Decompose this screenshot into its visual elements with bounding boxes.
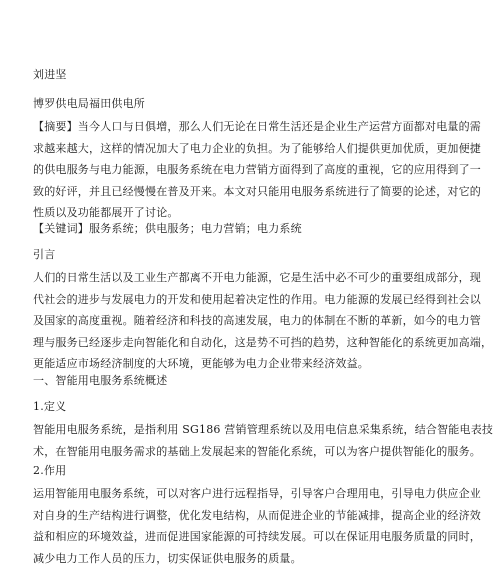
definition-line: 术，在智能用电服务需求的基础上发展起来的智能化系统，可以为客户提供智能化的服务。 xyxy=(33,441,469,463)
definition-line: 智能用电服务系统，是指利用 SG186 营销管理系统以及用电信息采集系统，结合智能电表技 xyxy=(33,419,469,441)
function-line: 减少电力工作人员的压力，切实保证供电服务的质量。 xyxy=(33,548,469,569)
function-line: 益和相应的环境效益，进而促进国家能源的可持续发展。可以在保证用电服务质量的同时， xyxy=(33,526,469,548)
intro-line: 理与服务已经逐步走向智能化和自动化，这是势不可挡的趋势，这种智能化的系统更加高端， xyxy=(33,332,469,354)
intro-paragraph xyxy=(33,267,469,375)
section-heading: 一、智能用电服务系统概述 xyxy=(33,374,167,388)
abstract-line: 【摘要】当今人口与日俱增，那么人们无论在日常生活还是企业生产运营方面都对电量的需 xyxy=(33,116,469,138)
keywords: 【关键词】服务系统；供电服务；电力营销；电力系统 xyxy=(33,222,302,236)
intro-line: 代社会的进步与发展电力的开发和使用起着决定性的作用。电力能源的发展已经得到社会以 xyxy=(33,289,469,311)
definition-paragraph xyxy=(33,419,469,462)
abstract-line: 的供电服务与电力能源，电服务系统在电力营销方面得到了高度的重视，它的应用得到了一 xyxy=(33,159,469,181)
subsection-heading: 2.作用 xyxy=(33,464,66,478)
abstract-line: 性质以及功能都展开了讨论。 xyxy=(33,202,469,224)
abstract-line: 求越来越大，这样的情况加大了电力企业的负担。为了能够给人们提供更加优质，更加便捷 xyxy=(33,138,469,160)
function-line: 对自身的生产结构进行调整，优化发电结构，从而促进企业的节能减排，提高企业的经济效 xyxy=(33,505,469,527)
intro-line: 及国家的高度重视。随着经济和科技的高速发展，电力的体制在不断的革新，如今的电力管 xyxy=(33,310,469,332)
intro-heading: 引言 xyxy=(33,248,55,262)
intro-line: 更能适应市场经济制度的大环境，更能够为电力企业带来经济效益。 xyxy=(33,353,469,375)
author-affiliation: 博罗供电局福田供电所 xyxy=(33,97,145,111)
abstract-line: 致的好评，并且已经慢慢在普及开来。本文对只能用电服务系统进行了简要的论述，对它的 xyxy=(33,181,469,203)
function-paragraph xyxy=(33,483,469,569)
abstract-paragraph xyxy=(33,116,469,224)
author-name: 刘进坚 xyxy=(33,68,67,82)
subsection-heading: 1.定义 xyxy=(33,400,66,414)
intro-line: 人们的日常生活以及工业生产都离不开电力能源，它是生活中必不可少的重要组成部分，现 xyxy=(33,267,469,289)
function-line: 运用智能用电服务系统，可以对客户进行远程指导，引导客户合理用电，引导电力供应企业 xyxy=(33,483,469,505)
